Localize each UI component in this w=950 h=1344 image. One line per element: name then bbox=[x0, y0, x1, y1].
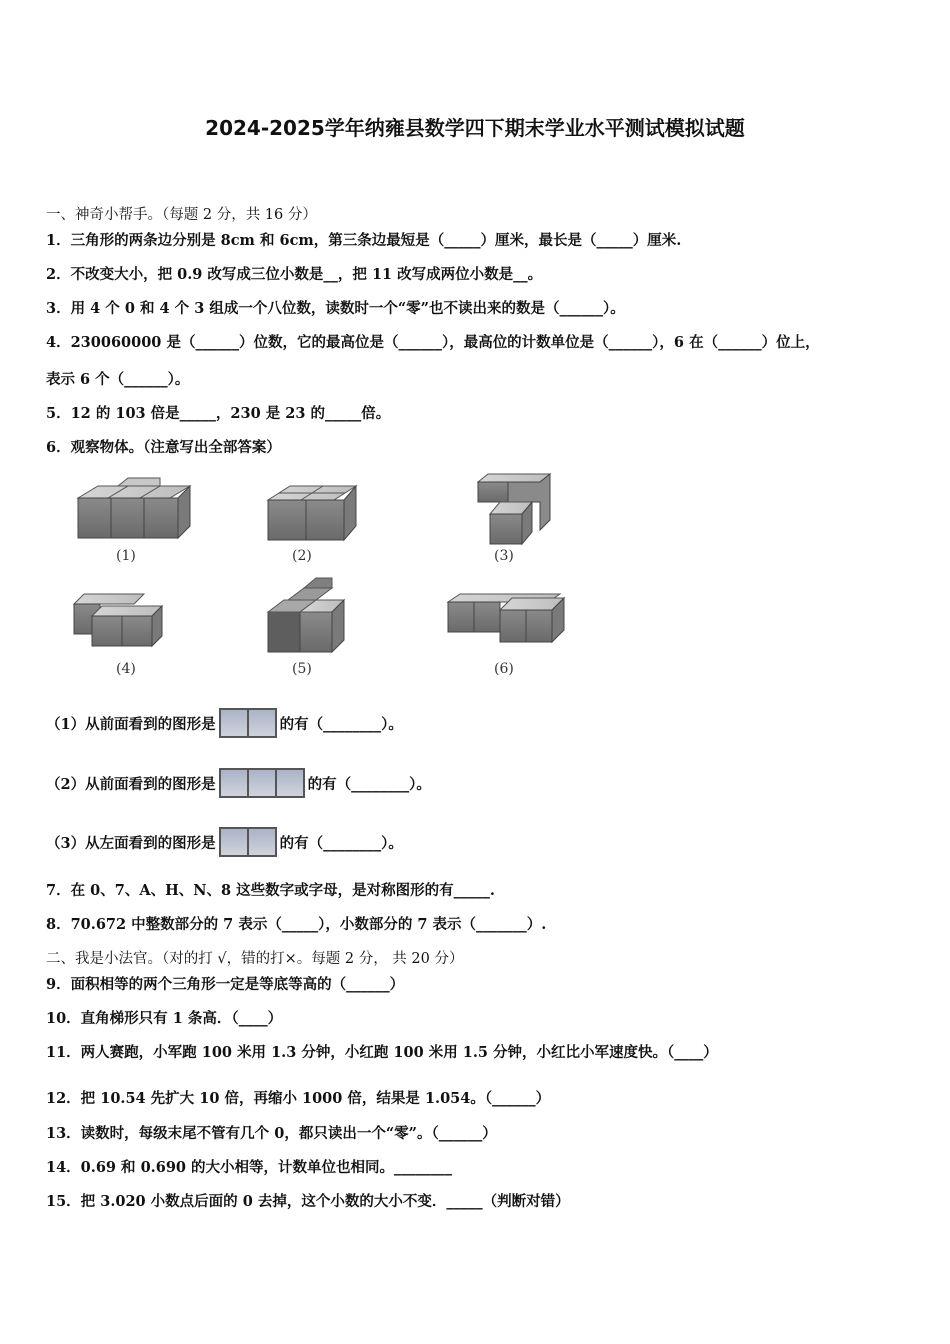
section2-heading: 二、我是小法官。（对的打 √，错的打×。每题 2 分， 共 20 分） bbox=[46, 951, 464, 967]
figure-1 bbox=[78, 478, 190, 538]
question-6: 6．观察物体。（注意写出全部答案） bbox=[46, 439, 281, 456]
figure-label-3: (3) bbox=[494, 548, 514, 564]
sub-question-2-suffix: 的有（________）。 bbox=[307, 776, 431, 793]
question-5: 5．12 的 103 倍是_____，230 是 23 的_____倍。 bbox=[46, 405, 391, 422]
question-4b: 表示 6 个（______）。 bbox=[46, 371, 190, 388]
figure-4 bbox=[74, 594, 162, 646]
question-3: 3．用 4 个 0 和 4 个 3 组成一个八位数，读数时一个“零”也不读出来的数是（______）。 bbox=[46, 300, 625, 317]
sub-question-2 bbox=[46, 770, 431, 800]
question-4a: 4．230060000 是（______）位数，它的最高位是（______），最高位的计数单位是（______），6 在（______）位上， bbox=[46, 334, 820, 351]
figure-label-1: (1) bbox=[116, 548, 136, 564]
question-10: 10．直角梯形只有 1 条高．（____） bbox=[46, 1010, 283, 1027]
sub-question-3 bbox=[46, 829, 403, 859]
figure-6 bbox=[448, 594, 564, 642]
section1-heading: 一、神奇小帮手。（每题 2 分，共 16 分） bbox=[46, 207, 317, 223]
cube-figures bbox=[60, 470, 600, 690]
figure-2 bbox=[268, 486, 356, 540]
question-15: 15．把 3.020 小数点后面的 0 去掉，这个小数的大小不变．_____（判断对错） bbox=[46, 1193, 570, 1210]
view-shape-two-squares bbox=[219, 708, 277, 738]
question-12: 12．把 10.54 先扩大 10 倍，再缩小 1000 倍，结果是 1.054。（______） bbox=[46, 1090, 551, 1107]
view-shape-two-squares-left bbox=[219, 827, 277, 857]
question-8: 8．70.672 中整数部分的 7 表示（_____），小数部分的 7 表示（_______）. bbox=[46, 916, 547, 933]
sub-question-3-prefix: （3）从左面看到的图形是 bbox=[46, 835, 216, 852]
figure-label-4: (4) bbox=[116, 661, 136, 677]
question-11: 11．两人赛跑，小军跑 100 米用 1.3 分钟，小红跑 100 米用 1.5 分钟，小红比小军速度快。（____） bbox=[46, 1044, 718, 1061]
view-shape-three-squares bbox=[219, 768, 305, 798]
figure-label-5: (5) bbox=[292, 661, 312, 677]
figure-label-6: (6) bbox=[494, 661, 514, 677]
question-13: 13．读数时，每级末尾不管有几个 0，都只读出一个“零”。（______） bbox=[46, 1125, 497, 1142]
question-2: 2．不改变大小，把 0.9 改写成三位小数是__，把 11 改写成两位小数是__。 bbox=[46, 266, 543, 283]
question-14: 14．0.69 和 0.690 的大小相等，计数单位也相同。________ bbox=[46, 1159, 453, 1176]
sub-question-2-prefix: （2）从前面看到的图形是 bbox=[46, 776, 216, 793]
sub-question-1 bbox=[46, 710, 403, 740]
sub-question-1-suffix: 的有（________）。 bbox=[279, 716, 403, 733]
figure-label-2: (2) bbox=[292, 548, 312, 564]
question-9: 9．面积相等的两个三角形一定是等底等高的（______） bbox=[46, 976, 405, 993]
sub-question-1-prefix: （1）从前面看到的图形是 bbox=[46, 716, 216, 733]
question-1: 1．三角形的两条边分别是 8cm 和 6cm，第三条边最短是（_____）厘米，最长是（_____）厘米. bbox=[46, 232, 682, 249]
sub-question-3-suffix: 的有（________）。 bbox=[279, 835, 403, 852]
page-title: 2024-2025学年纳雍县数学四下期末学业水平测试模拟试题 bbox=[205, 116, 745, 140]
question-7: 7．在 0、7、A、H、N、8 这些数字或字母，是对称图形的有_____. bbox=[46, 882, 495, 899]
figure-3 bbox=[478, 474, 550, 544]
figure-5 bbox=[268, 578, 344, 652]
